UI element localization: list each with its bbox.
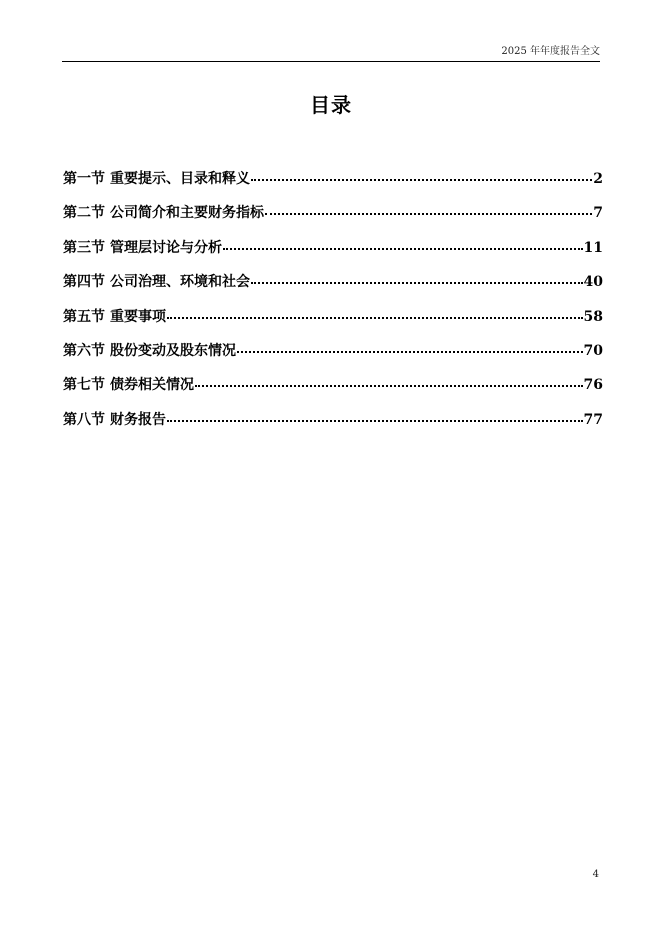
- dot-leader: [167, 420, 583, 422]
- dot-leader: [251, 179, 592, 181]
- toc-page-number: 7: [593, 205, 603, 222]
- dot-leader: [167, 317, 583, 319]
- running-header: 2025 年年度报告全文: [501, 46, 600, 57]
- toc-section-number: 第五节: [63, 308, 105, 325]
- toc-section-number: 第二节: [63, 205, 105, 222]
- toc-page-number: 76: [583, 377, 603, 394]
- dot-leader: [237, 351, 583, 353]
- toc-entry-section-4[interactable]: [63, 271, 603, 305]
- toc-section-title: 重要事项: [110, 308, 166, 325]
- toc-section-title: 债券相关情况: [110, 377, 194, 394]
- toc-section-number: 第六节: [63, 342, 105, 359]
- toc-section-number: 第七节: [63, 377, 105, 394]
- toc-section-title: 股份变动及股东情况: [110, 342, 236, 359]
- toc-section-title: 管理层讨论与分析: [110, 239, 222, 256]
- toc-entry-section-8[interactable]: [63, 409, 603, 443]
- toc-section-number: 第八节: [63, 411, 105, 428]
- toc-title: 目录: [310, 93, 352, 117]
- toc-page-number: 40: [583, 274, 603, 291]
- toc-section-number: 第一节: [63, 171, 105, 187]
- toc-entry-section-5[interactable]: [63, 306, 603, 340]
- toc-entry-section-1[interactable]: [63, 168, 603, 202]
- toc-section-number: 第三节: [63, 239, 105, 256]
- toc-entry-section-7[interactable]: [63, 374, 603, 408]
- header-divider: [62, 61, 600, 62]
- dot-leader: [223, 248, 583, 250]
- toc-entry-section-2[interactable]: [63, 202, 603, 236]
- toc-section-title: 公司简介和主要财务指标: [110, 205, 264, 222]
- toc-section-title: 重要提示、目录和释义: [110, 171, 250, 187]
- toc-page-number: 58: [583, 308, 603, 325]
- toc-entry-section-6[interactable]: [63, 340, 603, 374]
- toc-page-number: 77: [583, 411, 603, 428]
- toc-section-title: 公司治理、环境和社会: [110, 274, 250, 291]
- toc-section-number: 第四节: [63, 274, 105, 291]
- toc-page-number: 70: [583, 342, 603, 359]
- toc-entry-section-3[interactable]: [63, 237, 603, 271]
- toc-page-number: 2: [593, 171, 603, 187]
- toc-section-title: 财务报告: [110, 411, 166, 428]
- page-number: 4: [592, 869, 599, 880]
- toc-list: [63, 168, 603, 443]
- dot-leader: [195, 385, 583, 387]
- dot-leader: [265, 213, 592, 215]
- toc-page-number: 11: [583, 239, 603, 256]
- dot-leader: [251, 282, 583, 284]
